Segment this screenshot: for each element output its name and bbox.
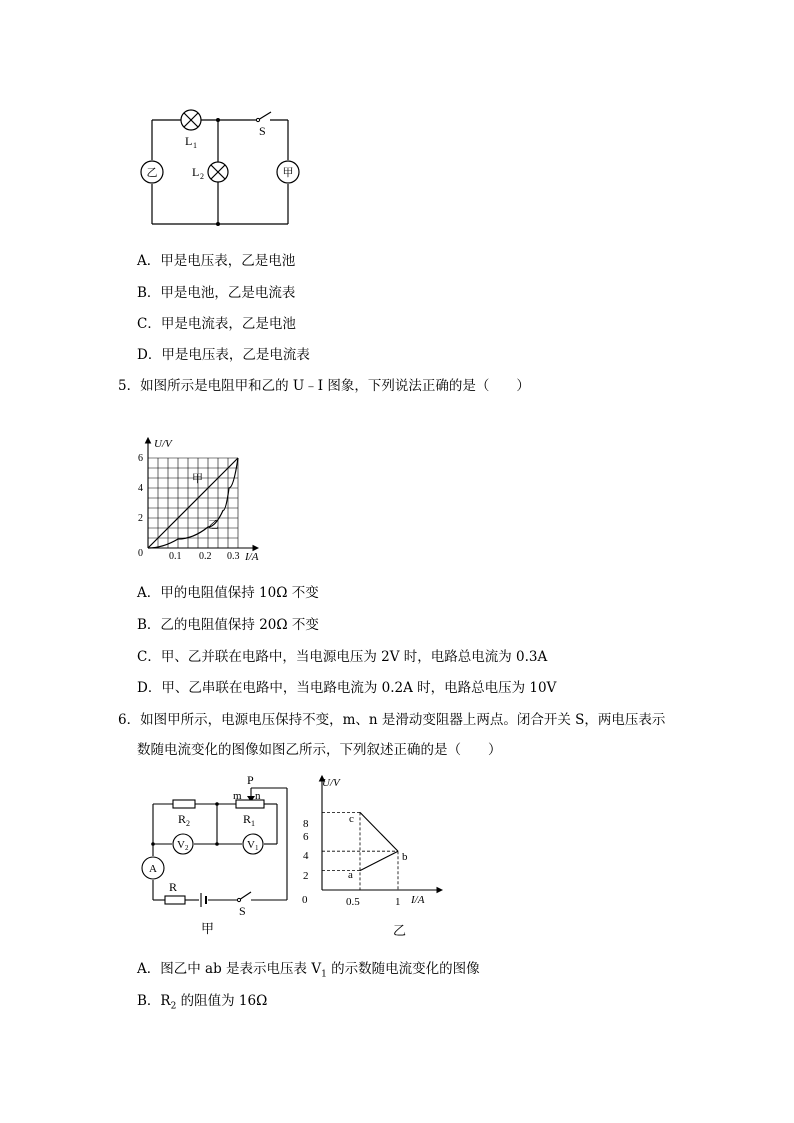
q6-lines: [360, 812, 398, 870]
q4-option-c: C．甲是电流表，乙是电池: [137, 316, 296, 332]
q6-y-tick-4: 4: [303, 850, 309, 862]
q6-option-a-text: A．图乙中 ab 是表示电压表 V: [137, 961, 322, 977]
q6-point-a-label: a: [348, 869, 353, 881]
point-n-label: n: [255, 790, 261, 802]
q5-x-tick-02: 0.2: [199, 551, 212, 562]
q6-option-a: [137, 957, 480, 980]
lamp-l2-subscript: 2: [200, 172, 204, 181]
q5-y-tick-4: 4: [138, 483, 143, 494]
q6-stem-line2: 数随电流变化的图像如图乙所示，下列叙述正确的是（ ）: [137, 742, 502, 758]
q5-x-tick-03: 0.3: [227, 551, 240, 562]
voltmeter-v1-label: V: [247, 839, 255, 851]
q6-option-b: [137, 989, 267, 1012]
q5-x-tick-01: 0.1: [169, 551, 182, 562]
q4-circuit-diagram: [130, 105, 305, 233]
meter-yi-icon: [141, 161, 163, 183]
q6-stem-line1: 6．如图甲所示，电源电压保持不变，m、n 是滑动变阻器上两点。闭合开关 S，两电压表示: [118, 712, 666, 728]
q6-option-b-subscript: 2: [170, 1001, 177, 1012]
lamp-l2-icon: [208, 162, 228, 182]
q6-figure-yi-caption: 乙: [393, 924, 407, 939]
q5-series-yi-label: 乙: [208, 518, 219, 531]
lamp-l1-subscript: 1: [193, 141, 197, 150]
q6-series-line-ab: [360, 851, 398, 870]
q5-ui-chart: [130, 432, 280, 564]
voltmeter-v2-label: V: [177, 839, 185, 851]
q6-y-tick-2: 2: [303, 870, 309, 882]
q5-y-tick-2: 2: [138, 513, 143, 524]
resistor-r2-icon: [173, 800, 195, 808]
q6-origin-label: 0: [302, 894, 308, 906]
lamp-l1-icon: [181, 110, 201, 130]
q6-figure-jia-caption: 甲: [201, 922, 215, 937]
point-m-label: m: [233, 790, 242, 802]
resistor-r-icon: [165, 896, 185, 904]
q5-stem: 5．如图所示是电阻甲和乙的 U﹣I 图象，下列说法正确的是（ ）: [118, 378, 530, 394]
q4-option-d: D．甲是电压表，乙是电流表: [137, 347, 310, 363]
q5-option-b: B．乙的电阻值保持 20Ω 不变: [137, 617, 319, 633]
q6-y-axis-label: U/V: [322, 777, 340, 789]
q6-y-tick-6: 6: [303, 831, 309, 843]
q4-option-a: A．甲是电压表，乙是电池: [137, 253, 296, 269]
q5-origin-label: 0: [138, 548, 143, 559]
switch-s-blade: [239, 892, 251, 900]
q6-option-a-tail: 的示数随电流变化的图像: [326, 961, 480, 977]
q4-option-b: B．甲是电池，乙是电流表: [137, 285, 296, 301]
q5-series-jia-label: 甲: [192, 472, 203, 485]
rheostat-r1-label: R: [243, 812, 252, 826]
resistor-r2-subscript: 2: [186, 819, 190, 828]
switch-label: S: [259, 124, 266, 138]
meter-jia-label: 甲: [282, 166, 294, 179]
q6-x-tick-05: 0.5: [346, 896, 360, 908]
q6-y-tick-8: 8: [303, 818, 309, 830]
slider-p-label: P: [247, 773, 254, 787]
rheostat-r1-subscript: 1: [251, 819, 255, 828]
lamp-l2-label: L: [192, 165, 200, 179]
switch-s-label: S: [239, 904, 246, 918]
q6-ui-chart: [298, 772, 446, 940]
q6-option-b-tail: 的阻值为 16Ω: [176, 993, 268, 1009]
ammeter-a-label: A: [149, 863, 157, 875]
q6-x-axis-label: I/A: [411, 894, 425, 906]
q6-x-tick-1: 1: [395, 896, 401, 908]
q6-point-b-label: b: [402, 851, 408, 863]
q5-option-c: C．甲、乙并联在电路中，当电源电压为 2V 时，电路总电流为 0.3A: [137, 649, 548, 665]
resistor-r2-label: R: [178, 812, 187, 826]
q5-option-d: D．甲、乙串联在电路中，当电路电流为 0.2A 时，电路总电压为 10V: [137, 680, 557, 696]
resistor-r-label: R: [169, 880, 178, 894]
q6-dashed-guides: [322, 812, 398, 890]
meter-yi-label: 乙: [146, 166, 158, 179]
q6-series-line-cb: [360, 812, 398, 851]
q6-option-b-text: B．R: [137, 993, 171, 1009]
voltmeter-v2-subscript: 2: [185, 844, 189, 852]
q5-y-tick-6: 6: [138, 453, 143, 464]
switch-blade: [258, 112, 271, 120]
q5-option-a: A．甲的电阻值保持 10Ω 不变: [137, 585, 319, 601]
q6-point-c-label: c: [349, 813, 354, 825]
q6-circuit-diagram: [135, 770, 295, 940]
meter-jia-icon: [277, 161, 299, 183]
q6-option-a-subscript: 1: [321, 969, 327, 980]
q5-y-axis-label: U/V: [154, 438, 172, 450]
voltmeter-v1-subscript: 1: [255, 844, 259, 852]
q5-x-axis-label: I/A: [245, 551, 259, 563]
lamp-l1-label: L: [185, 134, 193, 148]
